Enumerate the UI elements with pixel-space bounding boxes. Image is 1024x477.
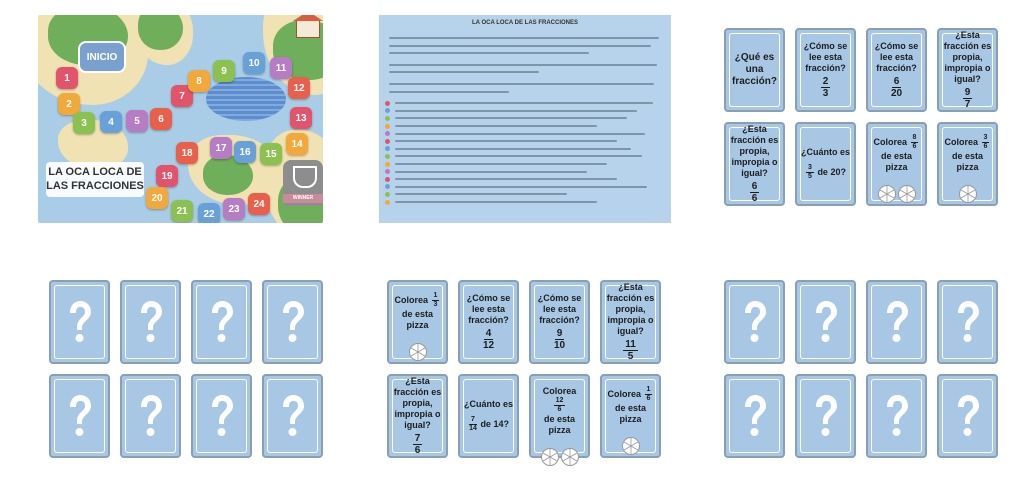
question-mark-icon bbox=[812, 394, 840, 439]
question-card[interactable] bbox=[387, 280, 448, 364]
card-back[interactable] bbox=[724, 280, 785, 364]
question-card[interactable] bbox=[866, 122, 927, 206]
board-square-9: 9 bbox=[213, 60, 235, 82]
board-square-5: 5 bbox=[126, 110, 148, 132]
question-card[interactable] bbox=[600, 280, 661, 364]
pizza-icon bbox=[622, 437, 640, 455]
card-back[interactable] bbox=[262, 374, 323, 458]
rule-text-line bbox=[389, 64, 657, 66]
question-mark-icon bbox=[137, 300, 165, 345]
rule-bullet-icon bbox=[385, 154, 390, 159]
question-card[interactable] bbox=[795, 122, 856, 206]
rule-bullet-icon bbox=[385, 139, 390, 144]
pizza-icon bbox=[541, 448, 559, 466]
question-mark-icon bbox=[208, 394, 236, 439]
fraction: $\frac{3}{5}$ bbox=[808, 164, 812, 180]
rule-text-line bbox=[395, 117, 627, 119]
board-square-21: 21 bbox=[171, 200, 193, 222]
question-card[interactable] bbox=[529, 374, 590, 458]
card-back[interactable] bbox=[191, 374, 252, 458]
card-content bbox=[393, 376, 442, 456]
board-square-22: 22 bbox=[198, 203, 220, 223]
card-question: ¿Cómo se lee esta fracción? bbox=[466, 293, 511, 325]
card-content bbox=[872, 30, 921, 110]
card-content bbox=[606, 376, 655, 456]
card-expression bbox=[468, 416, 509, 433]
card-question: ¿Cuánto es bbox=[464, 399, 514, 409]
rule-text-line bbox=[389, 52, 589, 54]
fraction: $\frac{3}{6}$ bbox=[983, 134, 988, 150]
question-mark-icon bbox=[208, 300, 236, 345]
fraction: $\frac{6}{6}$ bbox=[751, 181, 758, 204]
fraction: $\frac{12}{6}$ bbox=[555, 397, 564, 413]
pizza-icon bbox=[898, 185, 916, 203]
board-title-line2: LAS FRACCIONES bbox=[46, 180, 144, 192]
rule-text-line bbox=[395, 133, 645, 135]
board-square-14: 14 bbox=[286, 133, 308, 155]
card-back[interactable] bbox=[120, 374, 181, 458]
board-square-17: 17 bbox=[210, 137, 232, 159]
fraction: $\frac{7}{14}$ bbox=[469, 416, 477, 432]
question-mark-icon bbox=[883, 394, 911, 439]
card-content bbox=[606, 282, 655, 362]
card-content bbox=[801, 124, 850, 204]
lake bbox=[206, 77, 286, 121]
pizza-icon bbox=[409, 343, 427, 361]
question-mark-icon bbox=[954, 394, 982, 439]
pizza-group bbox=[540, 442, 580, 469]
question-card[interactable] bbox=[866, 28, 927, 112]
board-square-24: 24 bbox=[248, 193, 270, 215]
rule-text-line bbox=[395, 201, 597, 203]
card-question: Colorea bbox=[607, 388, 644, 399]
card-content bbox=[801, 30, 850, 110]
question-card[interactable] bbox=[795, 28, 856, 112]
card-question: ¿Qué es una fracción? bbox=[731, 52, 777, 87]
question-mark-icon bbox=[66, 300, 94, 345]
board-square-16: 16 bbox=[234, 141, 256, 163]
rule-bullet-icon bbox=[385, 124, 390, 129]
rule-text-line bbox=[395, 155, 642, 157]
card-question: ¿Cuánto es bbox=[801, 147, 851, 157]
trophy-icon bbox=[293, 166, 317, 188]
fraction: $\frac{6}{20}$ bbox=[890, 76, 903, 99]
game-board bbox=[38, 15, 323, 223]
rule-bullet-icon bbox=[385, 131, 390, 136]
card-content bbox=[730, 30, 779, 110]
board-square-13: 13 bbox=[290, 107, 312, 129]
card-sheet-front-2 bbox=[387, 280, 663, 462]
question-mark-icon bbox=[883, 300, 911, 345]
rule-bullet-icon bbox=[385, 192, 390, 197]
card-content bbox=[872, 124, 921, 204]
question-mark-icon bbox=[279, 394, 307, 439]
fraction: $\frac{8}{6}$ bbox=[912, 134, 917, 150]
board-square-20: 20 bbox=[146, 187, 168, 209]
card-question-tail: de esta pizza bbox=[880, 151, 913, 172]
question-mark-icon bbox=[954, 300, 982, 345]
card-content bbox=[464, 282, 513, 362]
rule-bullet-icon bbox=[385, 146, 390, 151]
question-card[interactable] bbox=[387, 374, 448, 458]
question-mark-icon bbox=[279, 300, 307, 345]
board-square-18: 18 bbox=[176, 142, 198, 164]
fraction: $\frac{4}{12}$ bbox=[482, 328, 495, 351]
pizza-icon bbox=[878, 185, 896, 203]
board-square-10: 10 bbox=[243, 52, 265, 74]
rule-bullet-icon bbox=[385, 169, 390, 174]
rule-text-line bbox=[389, 37, 659, 39]
rule-bullet-icon bbox=[385, 162, 390, 167]
card-question-tail: de 14? bbox=[477, 418, 509, 429]
fraction: $\frac{11}{5}$ bbox=[625, 339, 636, 362]
card-back[interactable] bbox=[866, 374, 927, 458]
rule-text-line bbox=[395, 110, 637, 112]
rule-text-line bbox=[395, 178, 617, 180]
rule-text-line bbox=[395, 125, 597, 127]
card-content bbox=[730, 124, 779, 204]
start-square: INICIO bbox=[78, 41, 126, 73]
rule-text-line bbox=[395, 140, 617, 142]
card-instruction bbox=[608, 386, 654, 403]
pizza-group bbox=[408, 337, 428, 364]
card-question: ¿Esta fracción es propia, impropia o igual? bbox=[730, 124, 779, 178]
card-question-tail: de esta pizza bbox=[614, 403, 647, 424]
rule-text-line bbox=[395, 186, 647, 188]
card-expression bbox=[805, 164, 846, 181]
card-back[interactable] bbox=[49, 280, 110, 364]
card-instruction bbox=[874, 134, 920, 151]
pizza-group bbox=[877, 179, 917, 206]
question-mark-icon bbox=[741, 394, 769, 439]
card-back[interactable] bbox=[795, 374, 856, 458]
fraction: $\frac{2}{3}$ bbox=[822, 76, 829, 99]
card-back[interactable] bbox=[120, 280, 181, 364]
card-back[interactable] bbox=[262, 280, 323, 364]
question-mark-icon bbox=[741, 300, 769, 345]
card-sheet-back-2 bbox=[724, 280, 1000, 462]
question-mark-icon bbox=[137, 394, 165, 439]
pizza-icon bbox=[959, 185, 977, 203]
question-card[interactable] bbox=[600, 374, 661, 458]
card-question: Colorea bbox=[542, 386, 577, 396]
question-card[interactable] bbox=[937, 122, 998, 206]
card-question: ¿Cómo se lee esta fracción? bbox=[537, 293, 582, 325]
question-card[interactable] bbox=[724, 28, 785, 112]
pizza-icon bbox=[561, 448, 579, 466]
rule-text-line bbox=[395, 193, 567, 195]
card-content bbox=[393, 282, 442, 362]
board-square-7: 7 bbox=[171, 85, 193, 107]
board-square-23: 23 bbox=[223, 198, 245, 220]
card-back[interactable] bbox=[937, 374, 998, 458]
card-question-tail: de esta pizza bbox=[401, 309, 434, 330]
card-back[interactable] bbox=[49, 374, 110, 458]
board-title bbox=[46, 162, 144, 197]
card-instruction bbox=[945, 134, 991, 151]
card-content bbox=[535, 376, 584, 456]
board-square-19: 19 bbox=[156, 165, 178, 187]
pizza-group bbox=[621, 431, 641, 458]
card-question-tail: de esta pizza bbox=[951, 151, 984, 172]
rule-bullet-icon bbox=[385, 177, 390, 182]
rule-text-line bbox=[395, 148, 631, 150]
board-square-4: 4 bbox=[100, 111, 122, 133]
fraction: $\frac{1}{6}$ bbox=[646, 386, 651, 402]
rule-text-line bbox=[389, 45, 651, 47]
rule-text-line bbox=[389, 83, 654, 85]
card-content bbox=[943, 124, 992, 204]
card-content bbox=[535, 282, 584, 362]
card-question: ¿Esta fracción es propia, impropia o igual? bbox=[393, 376, 442, 430]
winner-label: WINNER bbox=[283, 194, 323, 203]
house-icon bbox=[296, 20, 320, 38]
rule-text-line bbox=[395, 102, 653, 104]
rule-text-line bbox=[389, 91, 509, 93]
board-square-3: 3 bbox=[73, 112, 95, 134]
rule-bullet-icon bbox=[385, 101, 390, 106]
board-square-2: 2 bbox=[58, 93, 80, 115]
fraction: $\frac{1}{3}$ bbox=[433, 292, 438, 308]
board-title-line1: LA OCA LOCA DE bbox=[48, 166, 142, 178]
fraction: $\frac{9}{10}$ bbox=[553, 328, 566, 351]
card-question: ¿Cómo se lee esta fracción? bbox=[803, 41, 848, 73]
rule-text-line bbox=[395, 171, 587, 173]
rule-bullet-icon bbox=[385, 116, 390, 121]
board-square-11: 11 bbox=[270, 57, 292, 79]
board-square-6: 6 bbox=[150, 108, 172, 130]
question-mark-icon bbox=[66, 394, 94, 439]
card-back[interactable] bbox=[937, 280, 998, 364]
card-content bbox=[464, 376, 513, 456]
card-question: Colorea bbox=[394, 294, 431, 305]
question-card[interactable] bbox=[458, 374, 519, 458]
question-card[interactable] bbox=[937, 28, 998, 112]
card-question-tail: de 20? bbox=[814, 166, 846, 177]
card-question: Colorea bbox=[944, 136, 981, 147]
card-question: ¿Esta fracción es propia, impropia o igual? bbox=[606, 282, 655, 336]
rule-text-line bbox=[389, 71, 539, 73]
rule-bullet-icon bbox=[385, 184, 390, 189]
board-square-1: 1 bbox=[56, 67, 78, 89]
trophy-square bbox=[283, 160, 323, 206]
fraction: $\frac{9}{7}$ bbox=[964, 87, 971, 110]
pizza-group bbox=[958, 179, 978, 206]
rule-text-line bbox=[395, 163, 607, 165]
card-question: Colorea bbox=[873, 136, 910, 147]
card-content bbox=[943, 30, 992, 110]
question-card[interactable] bbox=[529, 280, 590, 364]
card-instruction bbox=[535, 386, 584, 414]
card-back[interactable] bbox=[795, 280, 856, 364]
card-question-tail: de esta pizza bbox=[543, 414, 576, 435]
card-sheet-back-1 bbox=[49, 280, 325, 462]
card-back[interactable] bbox=[866, 280, 927, 364]
card-sheet-front-1 bbox=[724, 28, 1000, 210]
card-question: ¿Cómo se lee esta fracción? bbox=[874, 41, 919, 73]
card-question: ¿Esta fracción es propia, impropia o igual? bbox=[943, 30, 992, 84]
fraction: $\frac{7}{6}$ bbox=[414, 433, 421, 456]
rule-bullet-icon bbox=[385, 108, 390, 113]
rules-sheet bbox=[379, 15, 671, 223]
question-mark-icon bbox=[812, 300, 840, 345]
question-card[interactable] bbox=[458, 280, 519, 364]
card-instruction bbox=[395, 292, 441, 309]
board-square-8: 8 bbox=[188, 70, 210, 92]
card-back[interactable] bbox=[724, 374, 785, 458]
rules-title: LA OCA LOCA DE LAS FRACCIONES bbox=[472, 20, 578, 26]
rule-bullet-icon bbox=[385, 200, 390, 205]
board-square-15: 15 bbox=[260, 143, 282, 165]
card-back[interactable] bbox=[191, 280, 252, 364]
question-card[interactable] bbox=[724, 122, 785, 206]
board-square-12: 12 bbox=[288, 77, 310, 99]
